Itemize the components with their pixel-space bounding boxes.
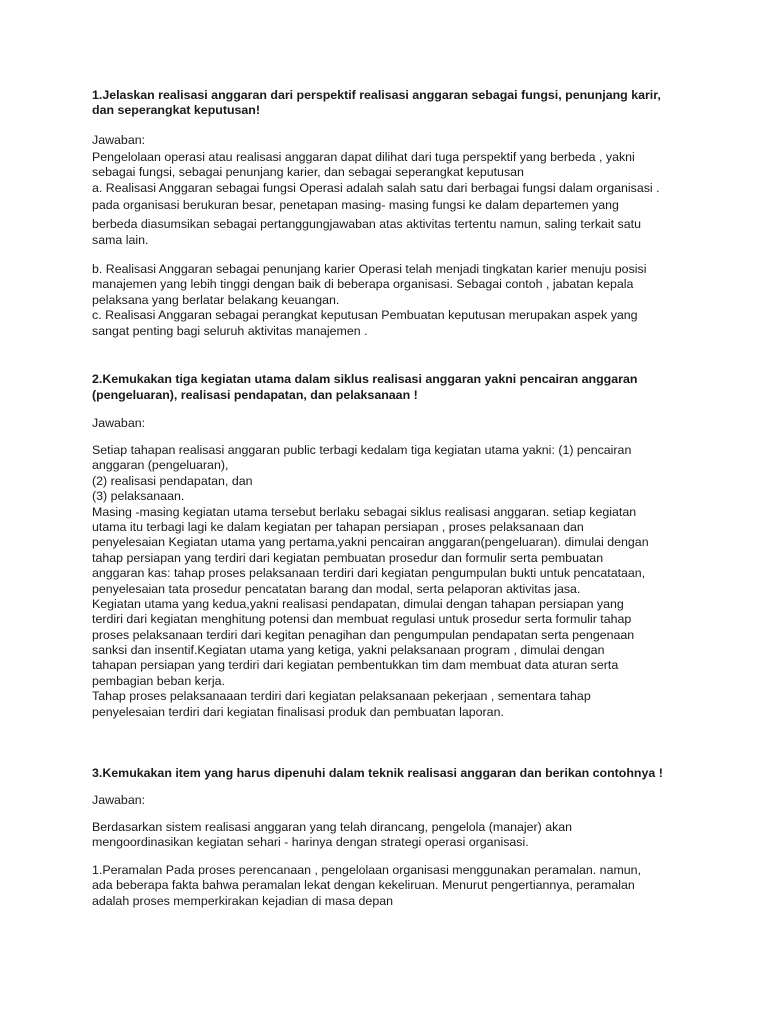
text-line: pelaksana yang berlatar belakang keuangan. bbox=[92, 292, 340, 307]
text-line: 1.Peramalan Pada proses perencanaan , pengelolaan organisasi menggunakan peramalan. namun, bbox=[92, 863, 642, 877]
text-line: anggaran kas: tahap proses pelaksanaan terdiri dari kegiatan pengumpulan bukti untuk pencatataan, bbox=[92, 566, 646, 581]
q1-answer-paragraph-2 bbox=[92, 262, 682, 339]
q3-answer-paragraph-1 bbox=[92, 820, 682, 851]
text-line: Pengelolaan operasi atau realisasi anggaran dapat dilihat dari tuga perspektif yang berbeda , yakni bbox=[92, 150, 635, 164]
text-line: (pengeluaran), realisasi pendapatan, dan pelaksanaan ! bbox=[92, 388, 418, 402]
text-line: Setiap tahapan realisasi anggaran public terbagi kedalam tiga kegiatan utama yakni: (1) pencairan bbox=[92, 443, 632, 457]
q1-answer-label: Jawaban: bbox=[92, 133, 146, 147]
text-line: ada beberapa fakta bahwa peramalan lekat dengan kekeliruan. Menurut pengertiannya, peramalan bbox=[92, 878, 635, 893]
text-line: Berdasarkan sistem realisasi anggaran yang telah dirancang, pengelola (manajer) akan bbox=[92, 820, 573, 834]
text-line: proses pelaksanaan terdiri dari kegitan penagihan dan pengumpulan pendapatan serta pengenaan bbox=[92, 627, 635, 642]
text-line: (3) pelaksanaan. bbox=[92, 489, 185, 504]
text-line: penyelesaian terdiri dari kegiatan finalisasi produk dan pembuatan laporan. bbox=[92, 704, 504, 719]
text-line: Kegiatan utama yang kedua,yakni realisasi pendapatan, dimulai dengan tahapan persiapan yang bbox=[92, 596, 624, 611]
text-line: tahap persiapan yang terdiri dari kegiatan pembuatan prosedur dan formulir serta pembuatan bbox=[92, 550, 604, 565]
q3-answer-label: Jawaban: bbox=[92, 793, 146, 807]
text-line: anggaran (pengeluaran), bbox=[92, 458, 229, 473]
text-line: 3.Kemukakan item yang harus dipenuhi dalam teknik realisasi anggaran dan berikan contohnya ! bbox=[92, 766, 663, 780]
text-line: sama lain. bbox=[92, 233, 149, 248]
text-line: penyelesaian tata prosedur pencatatan barang dan modal, serta pelaporan aktivitas jasa. bbox=[92, 581, 581, 596]
text-line: Tahap proses pelaksanaaan terdiri dari kegiatan pelaksanaan pekerjaan , sementara tahap bbox=[92, 689, 591, 704]
q2-question bbox=[92, 370, 682, 403]
text-line: penyelesaian Kegiatan utama yang pertama,yakni pencairan anggaran(pengeluaran). dimulai dengan bbox=[92, 535, 649, 550]
text-line: a. Realisasi Anggaran sebagai fungsi Operasi adalah salah satu dari berbagai fungsi dalam organisasi . bbox=[92, 180, 660, 195]
text-line: dan seperangkat keputusan! bbox=[92, 103, 261, 118]
text-line: utama itu terbagi lagi ke dalam kegiatan per tahapan persiapan , proses pelaksanaan dan bbox=[92, 519, 584, 534]
q1-question bbox=[92, 88, 682, 119]
q2-answer-label: Jawaban: bbox=[92, 416, 146, 430]
text-line: pembagian beban kerja. bbox=[92, 673, 225, 688]
text-line: berbeda diasumsikan sebagai pertanggungjawaban atas aktivitas tertentu namun, saling terkait satu bbox=[92, 217, 641, 232]
q2-answer-body bbox=[92, 443, 682, 720]
q3-question bbox=[92, 766, 682, 781]
text-line: b. Realisasi Anggaran sebagai penunjang karier Operasi telah menjadi tingkatan karier menuju posisi bbox=[92, 262, 647, 276]
text-line: c. Realisasi Anggaran sebagai perangkat keputusan Pembuatan keputusan merupakan aspek yang bbox=[92, 308, 638, 323]
q1-answer-paragraph-1 bbox=[92, 150, 682, 249]
text-line: sanksi dan insentif.Kegiatan utama yang ketiga, yakni pelaksanaan program , dimulai dengan bbox=[92, 643, 605, 658]
text-line: manajemen yang lebih tinggi dengan baik di beberapa organisasi. Sebagai contoh , jabatan kepala bbox=[92, 277, 634, 292]
text-line: 2.Kemukakan tiga kegiatan utama dalam siklus realisasi anggaran yakni pencairan anggaran bbox=[92, 372, 638, 386]
text-line: pada organisasi berukuran besar, penetapan masing- masing fungsi ke dalam departemen yang bbox=[92, 198, 619, 213]
text-line: tahapan persiapan yang terdiri dari kegiatan pembentukkan tim dam membuat data aturan serta bbox=[92, 658, 619, 673]
q3-answer-paragraph-2 bbox=[92, 863, 682, 909]
text-line: (2) realisasi pendapatan, dan bbox=[92, 473, 253, 488]
text-line: mengoordinasikan kegiatan sehari - harinya dengan strategi operasi organisasi. bbox=[92, 835, 529, 850]
text-line: adalah proses memperkirakan kejadian di masa depan bbox=[92, 893, 393, 908]
text-line: Masing -masing kegiatan utama tersebut berlaku sebagai siklus realisasi anggaran. setiap kegiatan bbox=[92, 504, 637, 519]
text-line: sangat penting bagi seluruh aktivitas manajemen . bbox=[92, 323, 368, 338]
text-line: sebagai fungsi, sebagai penunjang karier, dan sebagai seperangkat keputusan bbox=[92, 165, 524, 180]
text-line: terdiri dari kegiatan menghitung potensi dan membuat regulasi untuk prosedur serta formulir tahap bbox=[92, 612, 632, 627]
text-line: 1.Jelaskan realisasi anggaran dari perspektif realisasi anggaran sebagai fungsi, penunjang karir, bbox=[92, 88, 661, 102]
